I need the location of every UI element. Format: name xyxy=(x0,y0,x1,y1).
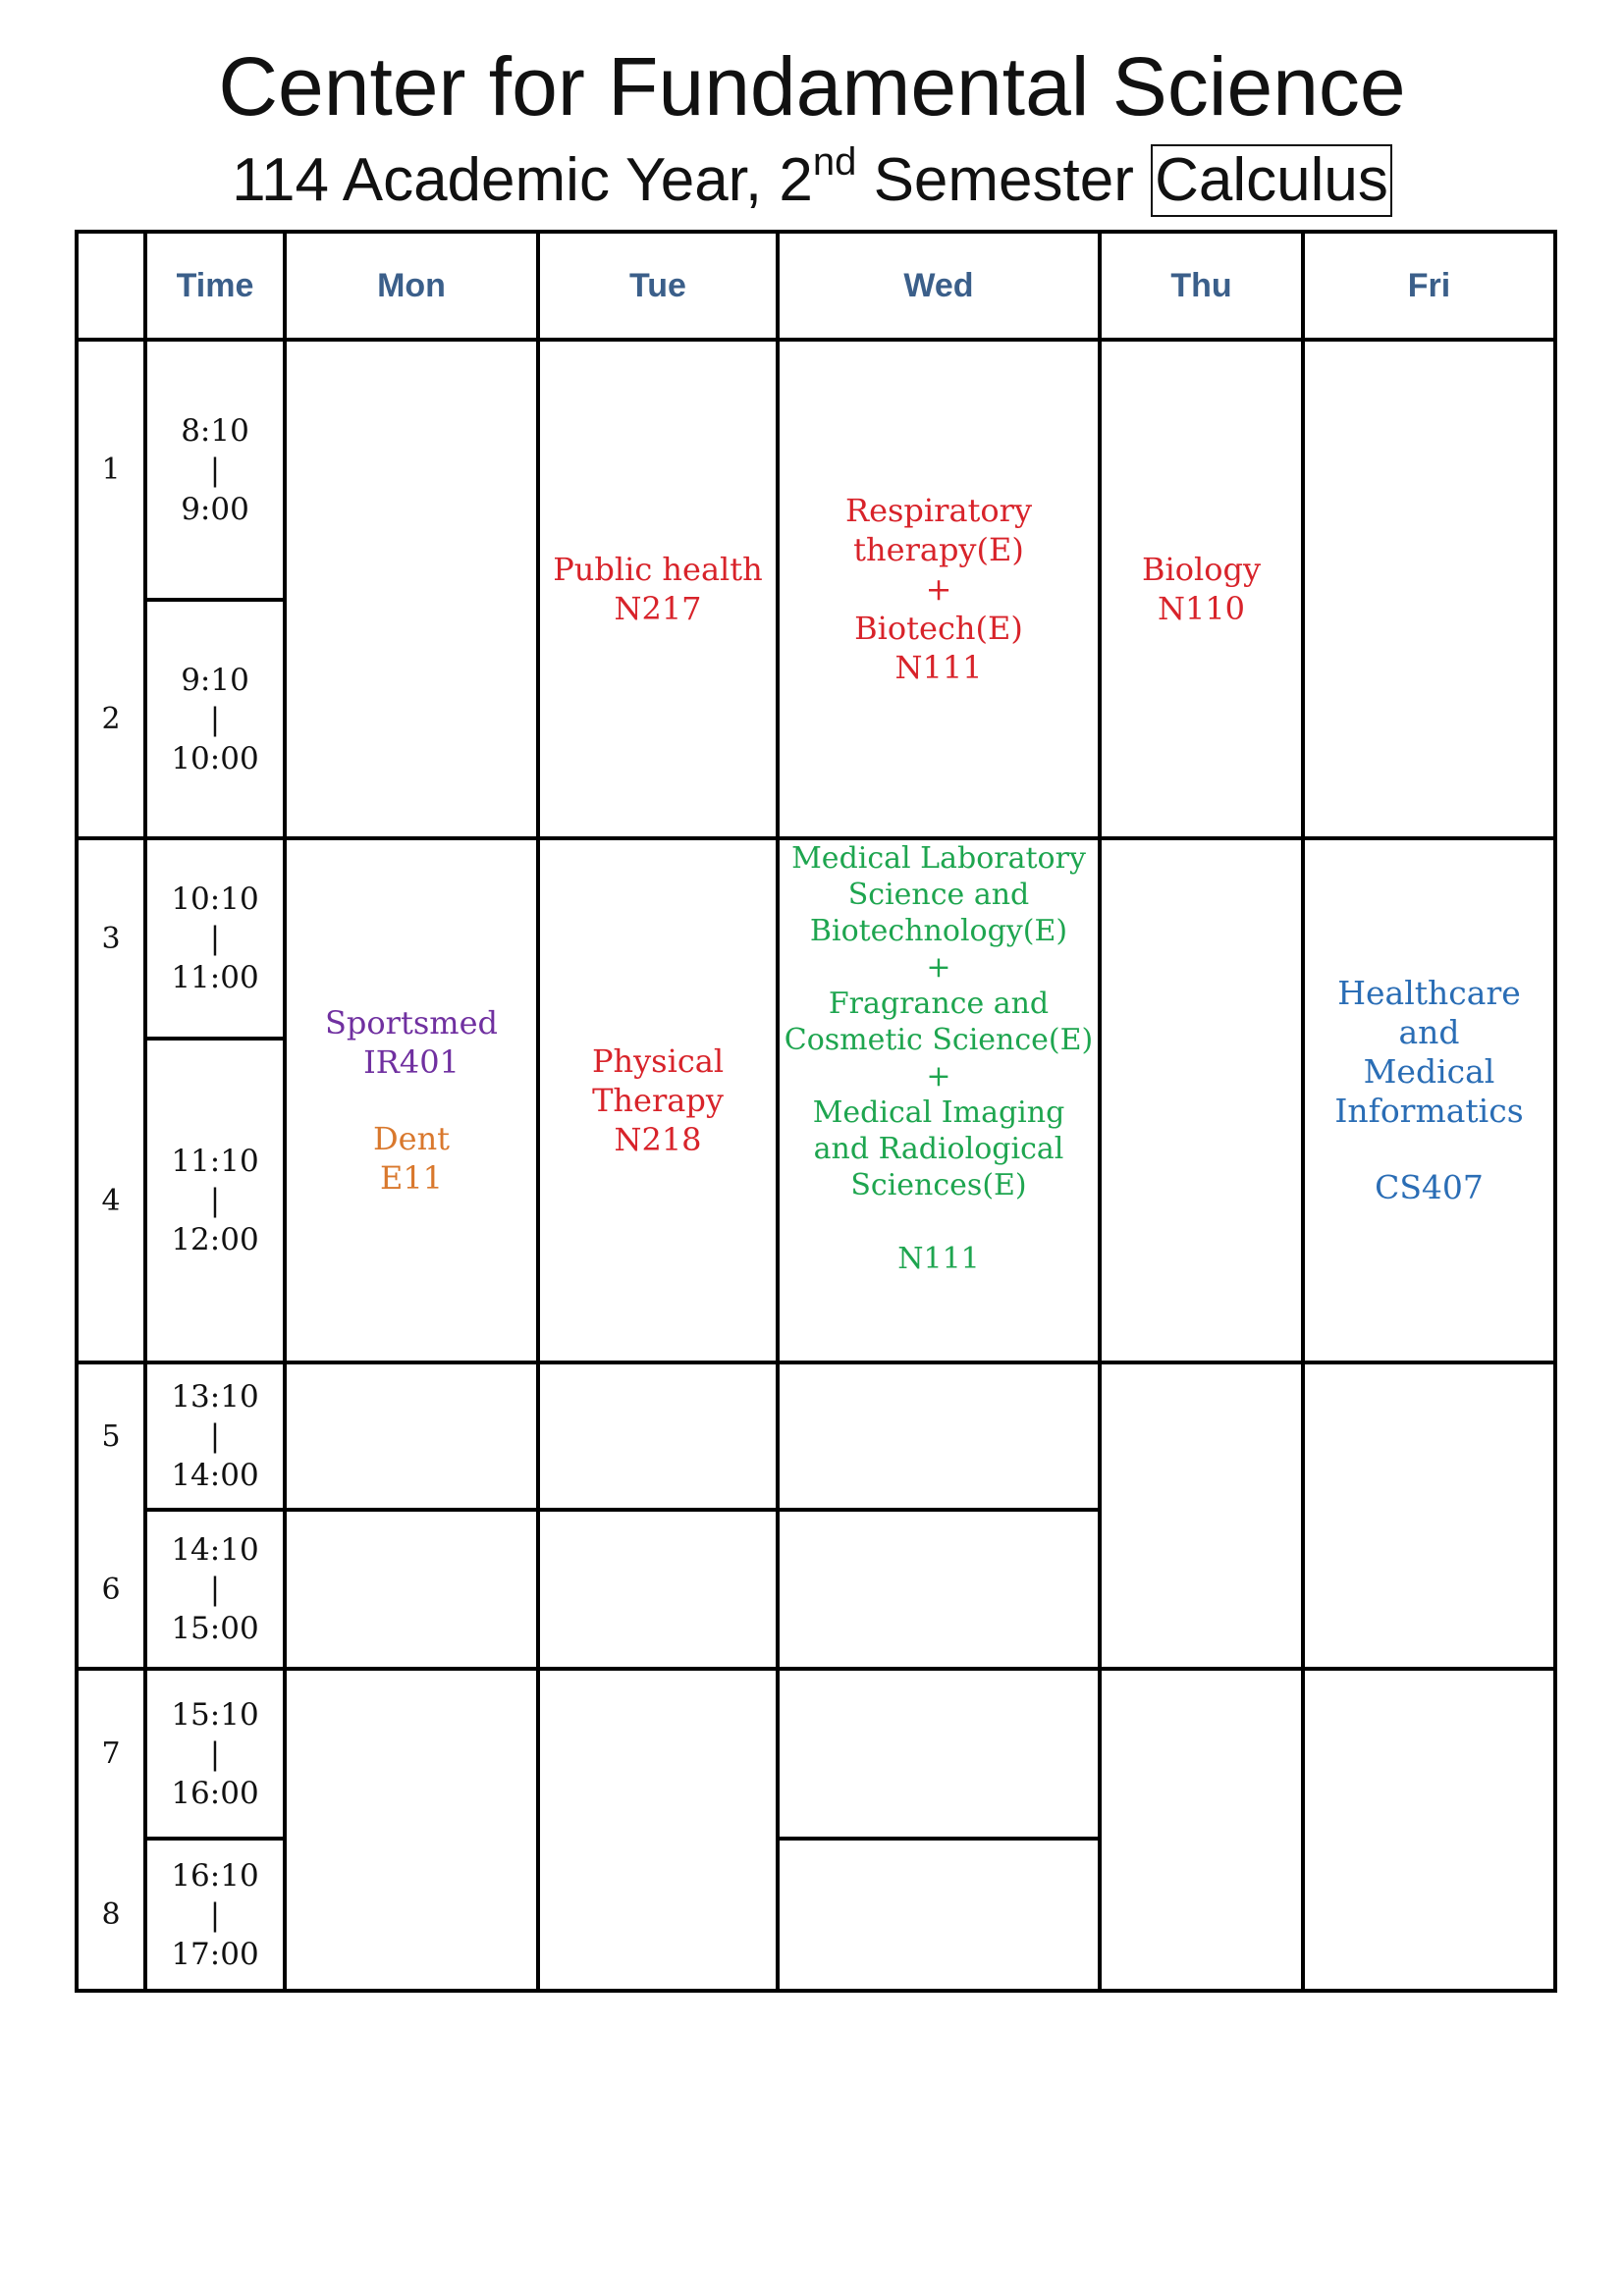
course-name-line: Respiratory xyxy=(844,492,1033,529)
period-time xyxy=(147,840,283,1037)
course-name-line: Biotech(E) xyxy=(854,610,1023,647)
course-plus: + xyxy=(926,950,951,985)
course-wed-respiratory-biotech xyxy=(780,342,1098,836)
course-room: N111 xyxy=(894,649,983,686)
page-title: Center for Fundamental Science xyxy=(218,40,1406,133)
grid-line xyxy=(79,1667,1553,1671)
course-room: E11 xyxy=(379,1159,444,1197)
course-room: CS407 xyxy=(1375,1168,1484,1206)
grid-line xyxy=(79,1361,1553,1364)
course-name-line: Medical Laboratory xyxy=(791,841,1086,876)
course-name-line: and Radiological xyxy=(813,1132,1064,1166)
period-number: 1 xyxy=(101,453,121,487)
period-time xyxy=(147,602,283,836)
course-room: N110 xyxy=(1157,590,1246,627)
period-number: 7 xyxy=(101,1736,121,1771)
course-thu-biology xyxy=(1102,342,1301,836)
period-time xyxy=(147,1671,283,1837)
course-wed-medlab-fragrance-imaging xyxy=(780,840,1098,1321)
subject-label: Calculus xyxy=(1151,144,1392,217)
column-header-wed: Wed xyxy=(903,266,974,304)
period-start: 16:10 xyxy=(171,1857,259,1894)
column-header-thu: Thu xyxy=(1170,266,1232,304)
period-start: 11:10 xyxy=(171,1144,259,1179)
course-name-line: Informatics xyxy=(1334,1092,1524,1130)
period-end: 12:00 xyxy=(171,1222,259,1257)
course-fri-healthcare-informatics xyxy=(1305,840,1553,1341)
period-start: 10:10 xyxy=(171,881,259,917)
period-number: 2 xyxy=(101,702,121,736)
period-time xyxy=(147,1364,283,1508)
course-name-line: Fragrance and xyxy=(828,987,1050,1021)
course-name: Public health xyxy=(553,551,763,588)
period-end: 15:00 xyxy=(171,1611,259,1646)
period-time xyxy=(147,342,283,598)
period-start: 14:10 xyxy=(171,1532,259,1568)
column-header-tue: Tue xyxy=(629,266,686,304)
course-name: Biology xyxy=(1141,551,1262,588)
course-tue-public-health xyxy=(540,342,776,836)
period-start: 9:10 xyxy=(181,662,249,698)
course-mon-sportsmed-dent xyxy=(287,840,536,1361)
period-start: 8:10 xyxy=(181,412,249,449)
subtitle-ordinal: nd xyxy=(812,140,857,184)
period-end: 10:00 xyxy=(171,740,259,776)
period-separator: | xyxy=(209,921,221,956)
course-name-line: and xyxy=(1398,1013,1460,1051)
column-header-fri: Fri xyxy=(1407,266,1451,304)
course-name-line: Cosmetic Science(E) xyxy=(784,1023,1094,1057)
timetable xyxy=(75,230,1557,1993)
grid-line xyxy=(776,1837,1102,1841)
course-name: Dent xyxy=(372,1120,451,1157)
course-name-line: Sciences(E) xyxy=(850,1168,1027,1202)
course-plus: + xyxy=(925,570,952,608)
course-name-line: Biotechnology(E) xyxy=(809,914,1068,948)
period-time xyxy=(147,1512,283,1667)
subtitle-prefix: 114 Academic Year, 2 xyxy=(232,146,813,214)
course-tue-physical-therapy xyxy=(540,840,776,1361)
course-room: N218 xyxy=(614,1121,702,1158)
page-subtitle xyxy=(0,139,1624,222)
period-separator: | xyxy=(209,1183,221,1218)
period-separator: | xyxy=(209,1896,221,1933)
column-header-mon: Mon xyxy=(377,266,446,304)
period-separator: | xyxy=(209,1572,221,1607)
course-name-line: Medical xyxy=(1363,1052,1495,1091)
grid-line xyxy=(143,1508,1102,1512)
period-number: 6 xyxy=(101,1572,121,1607)
period-end: 9:00 xyxy=(181,491,249,527)
period-time xyxy=(147,1841,283,1989)
course-name-line: Science and xyxy=(847,878,1030,912)
column-header-time: Time xyxy=(176,266,254,304)
period-number: 3 xyxy=(101,921,121,956)
course-room: N217 xyxy=(614,590,702,627)
period-start: 15:10 xyxy=(171,1696,259,1733)
course-name-line: Therapy xyxy=(592,1082,724,1119)
period-separator: | xyxy=(209,452,221,488)
period-number: 4 xyxy=(101,1183,121,1218)
course-room: N111 xyxy=(897,1242,980,1276)
course-plus: + xyxy=(926,1059,951,1094)
period-end: 17:00 xyxy=(171,1936,259,1972)
period-time xyxy=(147,1041,283,1361)
period-start: 13:10 xyxy=(171,1379,259,1415)
period-number: 8 xyxy=(101,1897,121,1932)
course-room: IR401 xyxy=(363,1043,460,1081)
period-separator: | xyxy=(209,1735,221,1772)
period-end: 11:00 xyxy=(171,960,259,995)
course-name-line: therapy(E) xyxy=(853,531,1024,568)
period-separator: | xyxy=(209,701,221,737)
course-name: Sportsmed xyxy=(324,1004,498,1041)
period-number: 5 xyxy=(101,1418,121,1454)
period-end: 14:00 xyxy=(171,1458,259,1493)
course-name-line: Medical Imaging xyxy=(812,1095,1065,1130)
subtitle-suffix: Semester xyxy=(856,146,1152,214)
period-end: 16:00 xyxy=(171,1775,259,1811)
course-name-line: Healthcare xyxy=(1337,974,1521,1012)
course-name-line: Physical xyxy=(591,1042,725,1080)
period-separator: | xyxy=(209,1418,221,1454)
